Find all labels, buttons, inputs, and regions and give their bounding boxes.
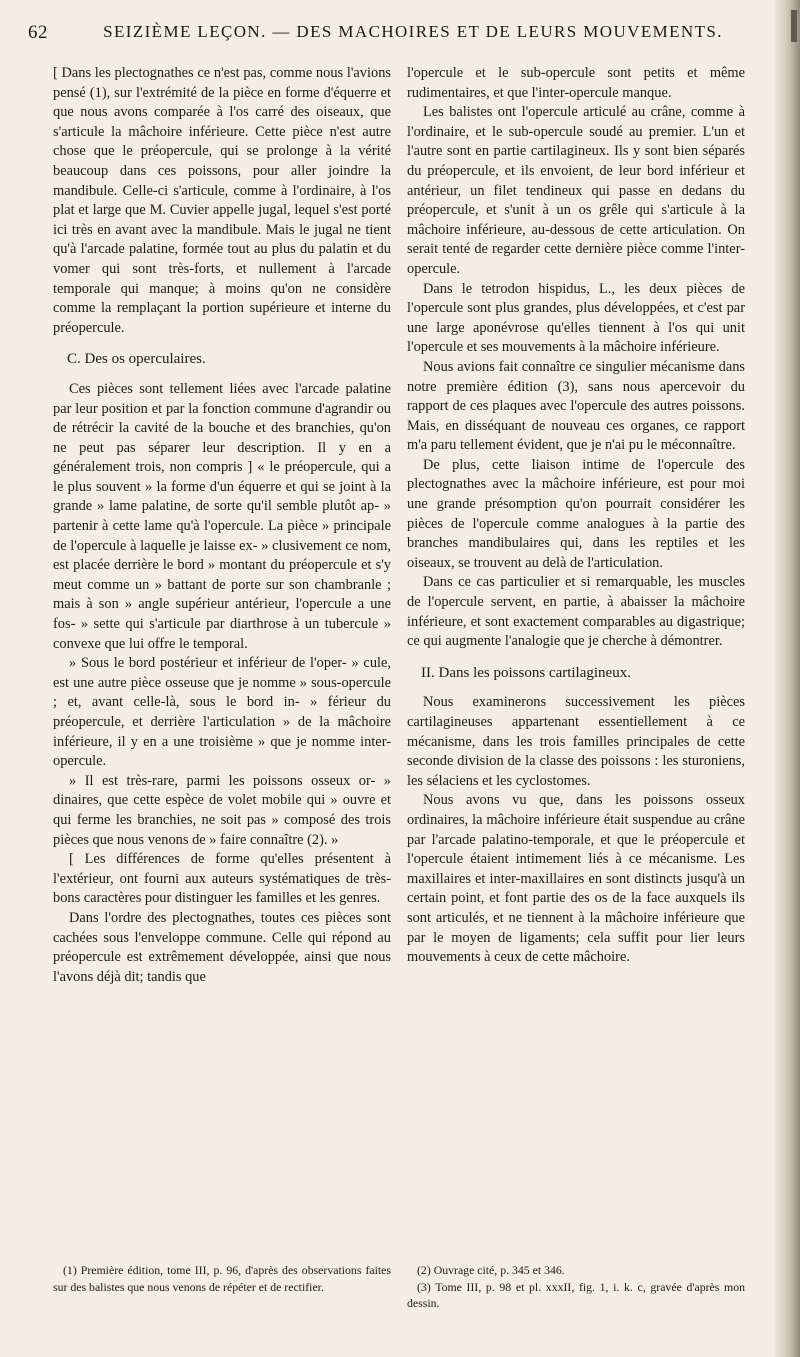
paragraph: » Il est très-rare, parmi les poissons osseux or- » dinaires, que cette espèce de volet mobile qui » ouvre et qui ferme les branchies, ne soit pas » composé des trois pièces que nous venons de » faire connaître (2). »: [53, 772, 391, 848]
paragraph: l'opercule et le sub-opercule sont petits et même rudimentaires, et que l'inter-opercule manque.: [407, 65, 745, 101]
paragraph: Dans le tetrodon hispidus, L., les deux pièces de l'opercule sont plus grandes, plus développées, et c'est par une large aponévrose qu'elles tiennent à l'os qui unit l'opercule et ses mouvements à la mâchoire inférieure.: [407, 280, 745, 356]
paragraph: Dans ce cas particulier et si remarquable, les muscles de l'opercule servent, en partie, à abaisser la mâchoire inférieure, et sont exactement comparables au digastrique; ce qui augmente l'analogie que je cherche à démontrer.: [407, 574, 745, 650]
page-header: [28, 22, 768, 48]
paragraph: Dans l'ordre des plectognathes, toutes ces pièces sont cachées sous l'enveloppe commune. Celle qui répond au préopercule est extrêmement développée, ainsi que nous l'avons déjà dit; tandis que: [53, 909, 391, 985]
section-heading: C. Des os operculaires.: [67, 351, 206, 368]
left-column: [53, 64, 391, 987]
footnote: (2) Ouvrage cité, p. 345 et 346.: [417, 1263, 565, 1277]
paragraph: Nous avons vu que, dans les poissons osseux ordinaires, la mâchoire inférieure était suspendue au crâne par l'arcade palatino-temporale, et que le préopercule et l'opercule étaient intimement liés à ce mécanisme. Les maxillaires et inter-maxillaires en sont distincts jusqu'à un certain point, et font partie des os de la face auxquels ils sont articulés, et ne tiennent à la mâchoire inférieure que par le moyen de ligaments; cela suffit pour lier leurs mouvements à ceux de cette mâchoire.: [407, 792, 745, 966]
right-column: [407, 64, 745, 968]
paragraph: [ Dans les plectognathes ce n'est pas, comme nous l'avions pensé (1), sur l'extrémité de la pièce en forme d'équerre et que nous avons comparée à l'os carré des oiseaux, que s'articule la mâchoire inférieure. Cette pièce n'est autre chose que le préopercule, qui se prolonge à la vérité beaucoup dans ces poissons, pour aller joindre la mandibule. Celle-ci s'articule, comme à l'ordinaire, à l'os plat et large que M. Cuvier appelle jugal, lequel s'est porté ici très en avant avec la mandibule. Mais le jugal ne tient qu'à l'arcade palatine, formée tout au plus du palatin et du vomer qui sont très-forts, et nullement à l'arcade temporale qui manque; à moins qu'on ne considère comme la remplaçant la portion supérieure et interne du préopercule.: [53, 65, 391, 336]
paragraph: Les balistes ont l'opercule articulé au crâne, comme à l'ordinaire, et le sub-opercule soudé au premier. L'un et l'autre sont en partie cartilagineux. Ils y sont bien séparés du préopercule, et ils envoient, de leur bord inférieur et antérieur, un filet tendineux qui passe en dedans du préopercule, et s'unit à un os grêle qui s'articule à la mâchoire inférieure, au-dessous de cette articulation. On serait tenté de regarder cette dernière pièce comme l'inter-opercule.: [407, 104, 745, 277]
paragraph: Nous avions fait connaître ce singulier mécanisme dans notre première édition (3), sans nous apercevoir du rapport de ces plaques avec l'opercule des autres poissons. Mais, en disséquant de nouveau ces organes, ce rapport m'a paru tellement évident, que je n'ai pu le méconnaître.: [407, 358, 745, 454]
footnote: (3) Tome III, p. 98 et pl. xxxII, fig. 1, i. k. c, gravée d'après mon dessin.: [407, 1279, 745, 1310]
paragraph: Nous examinerons successivement les pièces cartilagineuses appartenant essentiellement à ce mécanisme, dans les trois familles principales de cette seconde division de la classe des poissons : les sturoniens, les sélaciens et les cyclostomes.: [407, 694, 745, 789]
footnotes-right: [407, 1262, 745, 1312]
page-edge-shadow: [775, 0, 800, 1357]
page-number: 62: [28, 22, 48, 43]
paragraph: De plus, cette liaison intime de l'opercule des plectognathes avec la mâchoire inférieure, est pour moi une grande présomption qu'on pourrait considérer les pièces de l'opercule comme analogues à la partie des branches mandibulaires qui, dans les reptiles et les oiseaux, se trouvent au delà de l'articulation.: [407, 456, 745, 571]
footnote: (1) Première édition, tome III, p. 96, d'après des observations faites sur des balistes que nous venons de répéter et de rectifier.: [53, 1263, 391, 1294]
footnotes-left: [53, 1262, 391, 1295]
running-title: SEIZIÈME LEÇON. — DES MACHOIRES ET DE LEURS MOUVEMENTS.: [103, 22, 723, 41]
paragraph: [ Les différences de forme qu'elles présentent à l'extérieur, ont fourni aux auteurs systématiques de très-bons caractères pour distinguer les familles et les genres.: [53, 851, 391, 907]
section-heading: II. Dans les poissons cartilagineux.: [421, 664, 631, 681]
paragraph: » Sous le bord postérieur et inférieur de l'oper- » cule, est une autre pièce osseuse que je nomme » sous-opercule ; et, avant celle-là, sous le bord in- » férieur du préopercule, et derrière l'articulation » de la mâchoire inférieure, il y en a une troisième » que je nomme inter-opercule.: [53, 655, 391, 770]
binding-mark: [791, 10, 797, 42]
paragraph: Ces pièces sont tellement liées avec l'arcade palatine par leur position et par la fonction commune d'agrandir ou de rétrécir la cavité de la bouche et des branchies, qu'on ne peut pas séparer leur description. Il y en a généralement trois, non compris ] « le préopercule, qui a le plus souvent » la forme d'un équerre et qui se joint à la grande » lame palatine, de sorte qu'il semble plutôt ap- » partenir à cette lame qu'à l'opercule. La pièce » principale de l'opercule à laquelle je laisse ex- » clusivement ce nom, est placée derrière le bord » montant du préopercule et s'y meut comme un » battant de porte sur son chambranle ; mais à son » angle supérieur antérieur, l'opercule a une fos- » sette qui s'articule par diarthrose à un tubercule » convexe que lui offre le temporal.: [53, 380, 391, 652]
